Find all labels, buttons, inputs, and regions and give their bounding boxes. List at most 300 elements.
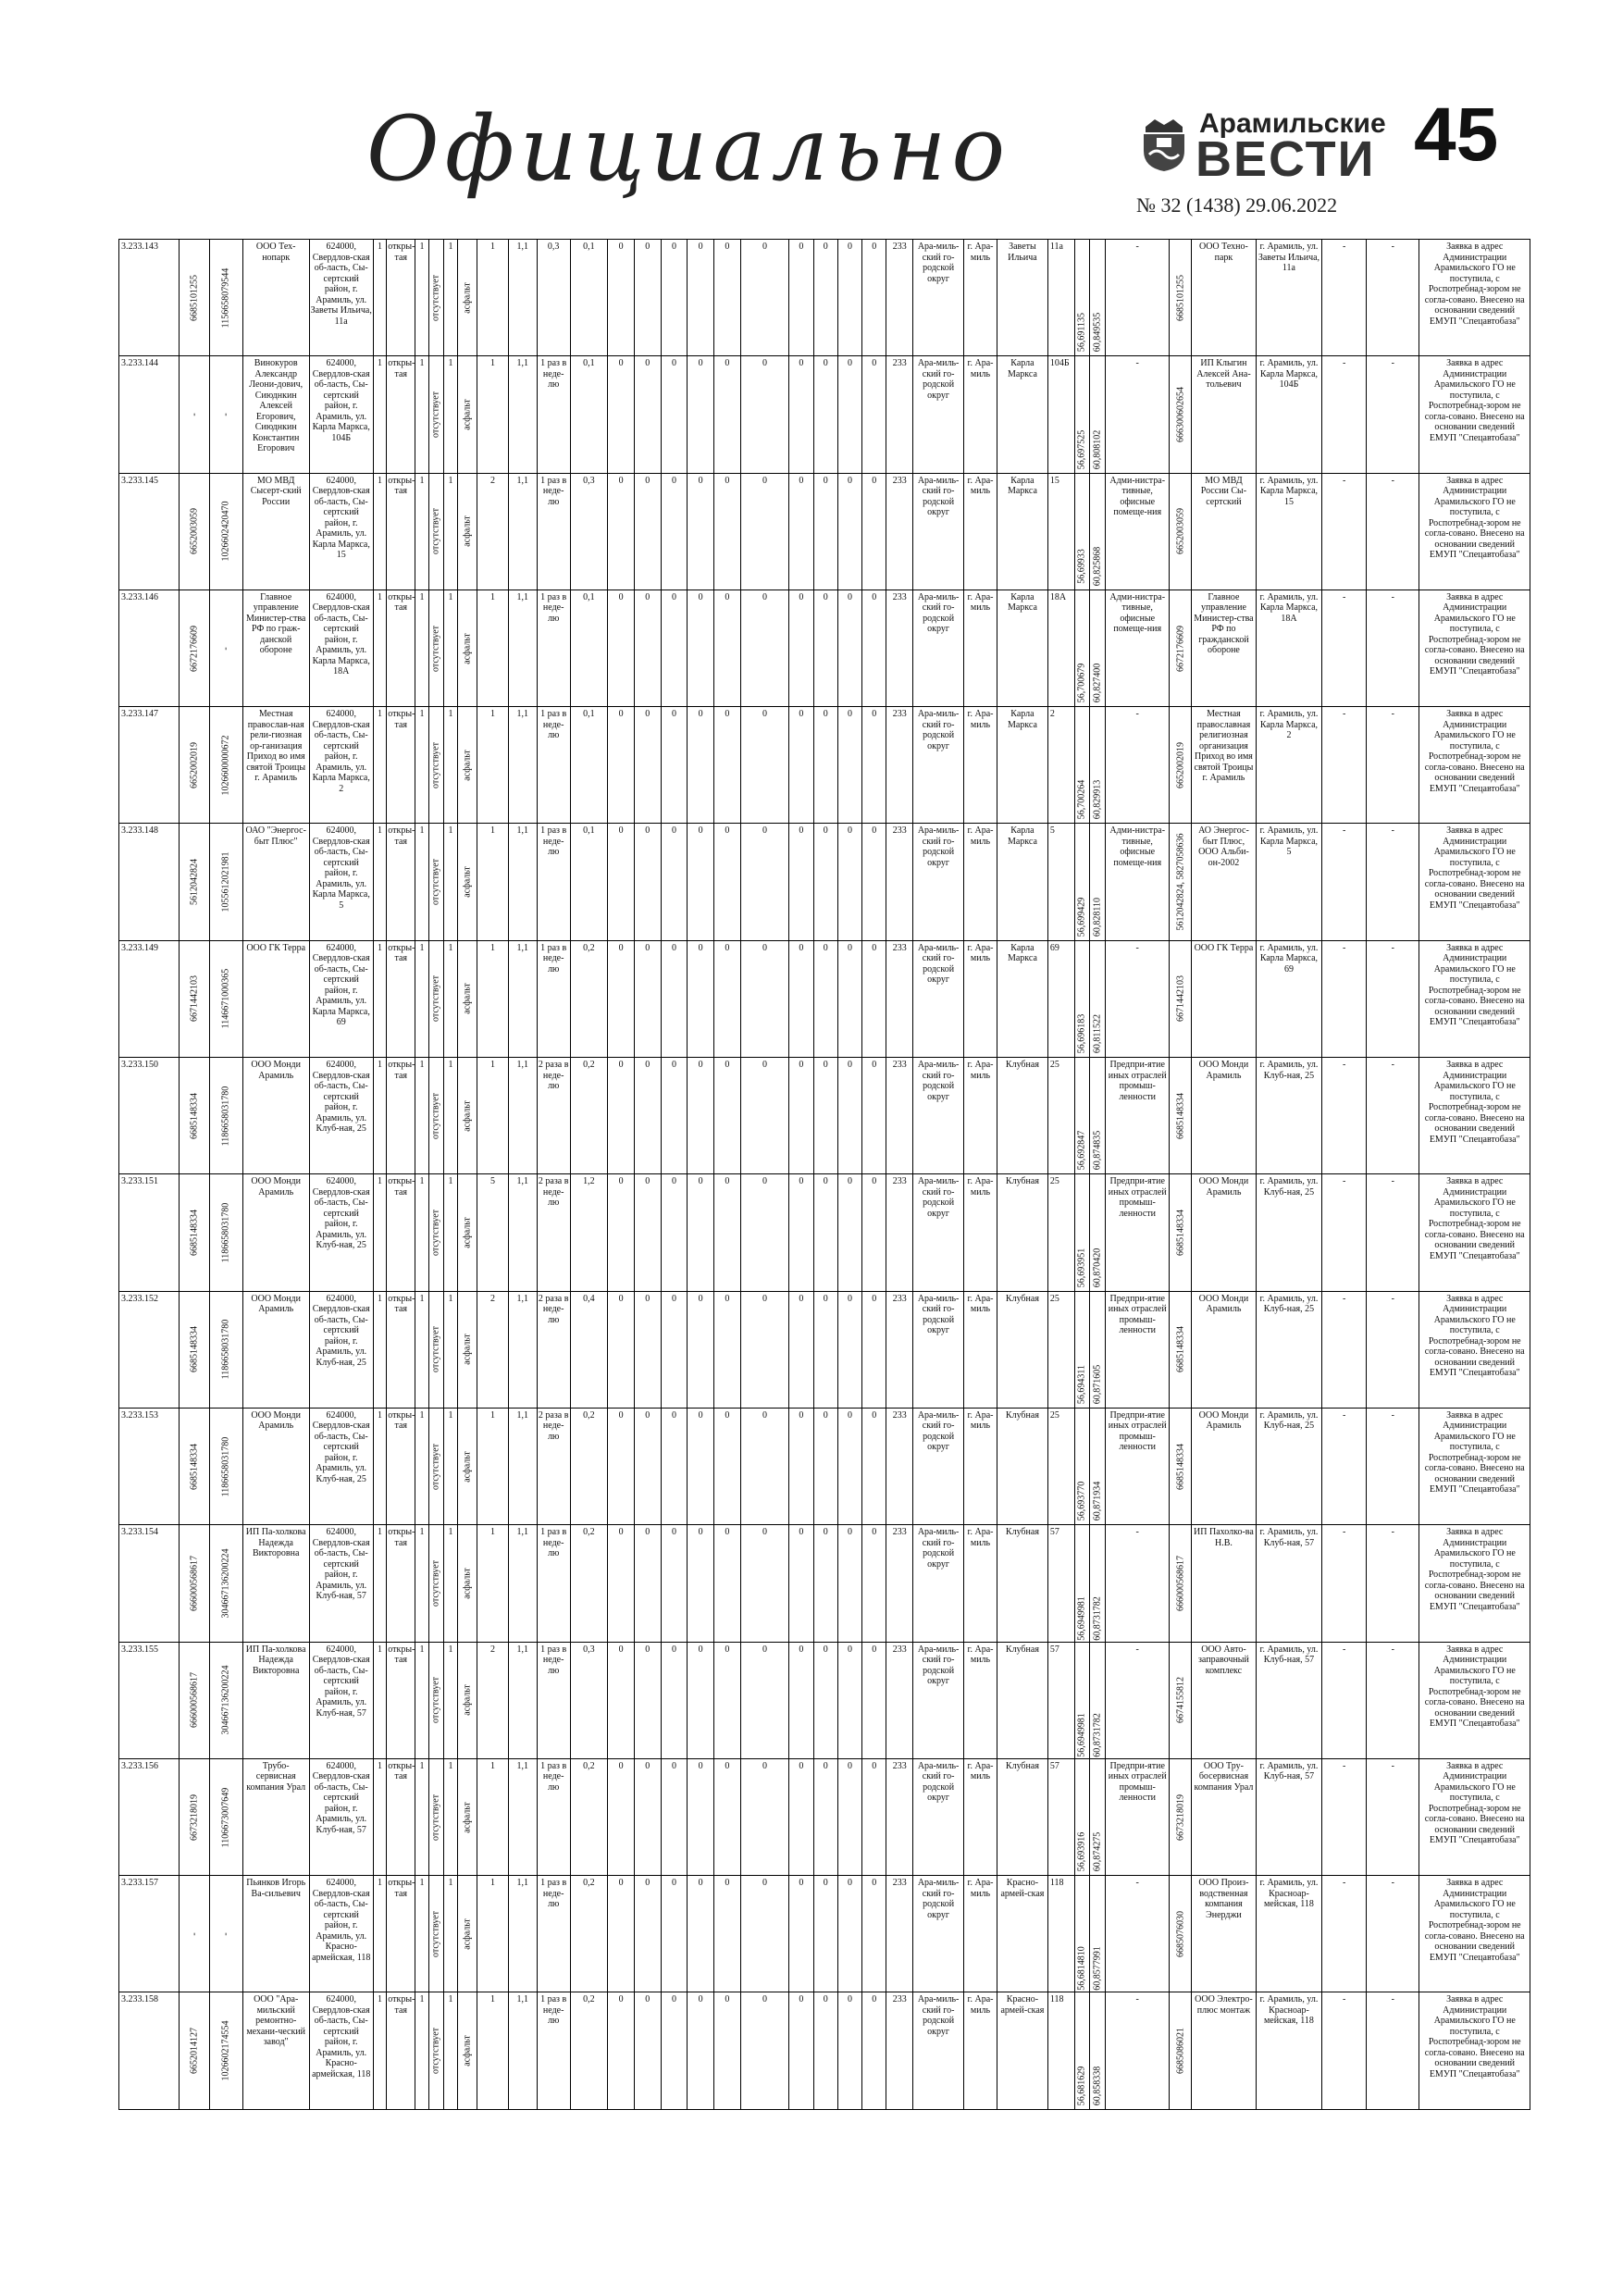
cell-d2: - [1367,1759,1419,1875]
cell-text: асфальт [462,1568,473,1599]
cell-src-addr: г. Арамиль, ул. Карла Маркса, 104Б [1257,356,1323,472]
cell-text: асфальт [462,1099,473,1132]
cell-c2: 1 [415,1759,428,1875]
cell-z5: 0 [741,707,790,823]
cell-cover: откры-тая [387,1759,415,1875]
cell-c1: 1 [374,356,387,472]
cell-note: Заявка в адрес Администрации Арамильского ГО не поступила, с Роспотребнад-зором не согла-совано. Внесено на основании сведений ЕМУП "Спецавтобаза" [1419,707,1530,823]
cell-z5: 0 [741,1759,790,1875]
cell-text: 6685148334 [1175,1443,1186,1490]
cell-text: асфальт [462,750,473,781]
cell-lat [1075,1292,1091,1408]
cell-z7: 0 [814,590,838,706]
cell-d2: - [1367,1409,1419,1524]
cell-city: г. Ара-миль [964,1292,997,1408]
cell-lat [1075,1992,1091,2108]
cell-c3: 1 [444,356,457,472]
cell-text: 6685101255 [189,274,199,321]
cell-city: г. Ара-миль [964,1643,997,1758]
cell-c1: 1 [374,1992,387,2108]
cell-street: Красно-армей-ская [997,1876,1048,1992]
cell-z3: 0 [688,474,714,590]
cell-absent [429,1174,445,1290]
cell-text: 56,700264 [1076,780,1087,820]
cell-src-name: ООО Произ-водственная компания Энерджи [1192,1876,1256,1992]
cell-lat [1075,1525,1091,1641]
cell-name: Главное управление Министер-ства РФ по граж-данской обороне [243,590,310,706]
cell-address: 624000, Свердлов-ская об-ласть, Сы-сертский район, г. Арамиль, ул. Клуб-ная, 57 [310,1759,374,1875]
cell-z1: 0 [635,1643,662,1758]
cell-src-addr: г. Арамиль, ул. Заветы Ильича, 11а [1257,240,1323,355]
cell-vol: 1,2 [571,1174,609,1290]
cell-cover: откры-тая [387,824,415,939]
cell-z6: 0 [789,1525,813,1641]
cell-z8: 0 [838,707,862,823]
cell-c2: 1 [415,240,428,355]
cell-absent [429,1525,445,1641]
cell-address: 624000, Свердлов-ская об-ласть, Сы-сертский район, г. Арамиль, ул. Клуб-ная, 25 [310,1292,374,1408]
cell-c5: 1,1 [509,474,538,590]
cell-z3: 0 [688,1058,714,1173]
cell-text: 60,811522 [1092,1013,1103,1054]
cell-street: Клубная [997,1759,1048,1875]
cell-d1: - [1322,707,1367,823]
cell-house: 15 [1048,474,1075,590]
cell-z9: 0 [862,356,886,472]
cell-okrug: Ара-миль-ский го-родской округ [913,941,964,1057]
cell-absent [429,1759,445,1875]
cell-lon [1090,356,1106,472]
cell-street: Карла Маркса [997,941,1048,1057]
cell-z1: 0 [635,590,662,706]
cell-z4: 0 [714,1292,741,1408]
cell-freq: 2 раза в неде-лю [538,1058,571,1173]
cell-address: 624000, Свердлов-ская об-ласть, Сы-сертский район, г. Арамиль, ул. Клуб-ная, 57 [310,1525,374,1641]
cell-street: Клубная [997,1292,1048,1408]
cell-house: 118 [1048,1876,1075,1992]
cell-id: 3.233.155 [119,1643,180,1758]
cell-lon [1090,1292,1106,1408]
cell-ogrn [210,356,243,472]
cell-ogrn [210,1058,243,1173]
cell-z0: 0 [608,1174,635,1290]
cell-c5: 1,1 [509,1525,538,1641]
cell-house: 57 [1048,1643,1075,1758]
cell-src-name: ООО Техно-парк [1192,240,1256,355]
cell-lat [1075,1643,1091,1758]
cell-cover: откры-тая [387,707,415,823]
cell-src-name: ООО Монди Арамиль [1192,1292,1256,1408]
cell-z0: 0 [608,1992,635,2108]
cell-purpose: - [1106,1876,1170,1992]
cell-okrug: Ара-миль-ский го-родской округ [913,1759,964,1875]
cell-z5: 0 [741,941,790,1057]
cell-name: ООО ГК Терра [243,941,310,1057]
cell-ogrn [210,590,243,706]
cell-ogrn [210,240,243,355]
cell-note: Заявка в адрес Администрации Арамильского ГО не поступила, с Роспотребнад-зором не согла-совано. Внесено на основании сведений ЕМУП "Спецавтобаза" [1419,590,1530,706]
cell-src-addr: г. Арамиль, ул. Карла Маркса, 69 [1257,941,1323,1057]
cell-text: 1186658031780 [220,1086,231,1147]
cell-text: 56,6949981 [1076,1595,1087,1641]
cell-z6: 0 [789,1759,813,1875]
cell-z7: 0 [814,707,838,823]
cell-text: 56,693916 [1076,1831,1087,1872]
cell-address: 624000, Свердлов-ская об-ласть, Сы-сертский район, г. Арамиль, ул. Карла Маркса, 69 [310,941,374,1057]
cell-d1: - [1322,474,1367,590]
cell-z0: 0 [608,474,635,590]
cell-city: г. Ара-миль [964,356,997,472]
cell-d1: - [1322,240,1367,355]
cell-src-inn [1170,1759,1192,1875]
cell-asphalt [458,707,478,823]
cell-c1: 1 [374,707,387,823]
cell-name: ООО "Ара-мильский ремонтно-механи-ческий завод" [243,1992,310,2108]
cell-lon [1090,941,1106,1057]
cell-c2: 1 [415,1876,428,1992]
cell-absent [429,1643,445,1758]
cell-c4: 1 [477,1759,508,1875]
cell-okato: 233 [886,590,913,706]
cell-absent [429,1058,445,1173]
cell-okrug: Ара-миль-ский го-родской округ [913,1876,964,1992]
cell-z4: 0 [714,1876,741,1992]
cell-z1: 0 [635,1525,662,1641]
cell-street: Карла Маркса [997,707,1048,823]
cell-text: отсутствует [430,975,441,1023]
cell-house: 104Б [1048,356,1075,472]
cell-lat [1075,1058,1091,1173]
cell-vol: 0,4 [571,1292,609,1408]
cell-d1: - [1322,1876,1367,1992]
cell-note: Заявка в адрес Администрации Арамильского ГО не поступила, с Роспотребнад-зором не согла-совано. Внесено на основании сведений ЕМУП "Спецавтобаза" [1419,1876,1530,1992]
cell-vol: 0,2 [571,1876,609,1992]
cell-text: 56,6949981 [1076,1713,1087,1757]
cell-src-addr: г. Арамиль, ул. Клуб-ная, 25 [1257,1292,1323,1408]
cell-ogrn [210,1876,243,1992]
cell-city: г. Ара-миль [964,1058,997,1173]
cell-z0: 0 [608,590,635,706]
cell-src-inn [1170,1292,1192,1408]
cell-c1: 1 [374,1292,387,1408]
cell-text: асфальт [462,1217,473,1248]
cell-id: 3.233.144 [119,356,180,472]
cell-freq: 1 раз в неде-лю [538,1992,571,2108]
cell-text: 6652002019 [189,741,199,788]
cell-z2: 0 [662,1525,688,1641]
cell-purpose: Предпри-ятие иных отраслей промыш-ленности [1106,1174,1170,1290]
cell-z4: 0 [714,1992,741,2108]
cell-ogrn [210,1759,243,1875]
cell-text: 60,858338 [1092,2066,1103,2105]
cell-lat [1075,941,1091,1057]
cell-src-addr: г. Арамиль, ул. Карла Маркса, 18А [1257,590,1323,706]
cell-c1: 1 [374,590,387,706]
cell-z2: 0 [662,356,688,472]
cell-vol: 0,2 [571,941,609,1057]
cell-z8: 0 [838,1876,862,1992]
cell-house: 69 [1048,941,1075,1057]
cell-z6: 0 [789,1058,813,1173]
cell-d2: - [1367,1525,1419,1641]
cell-c3: 1 [444,1058,457,1173]
cell-note: Заявка в адрес Администрации Арамильского ГО не поступила, с Роспотребнад-зором не согла-совано. Внесено на основании сведений ЕМУП "Спецавтобаза" [1419,1292,1530,1408]
cell-lat [1075,1174,1091,1290]
cell-text: отсутствует [430,859,441,906]
cell-text: 56,699429 [1076,897,1087,937]
cell-inn [180,1058,210,1173]
cell-z6: 0 [789,590,813,706]
cell-z4: 0 [714,356,741,472]
cell-z2: 0 [662,590,688,706]
cell-z2: 0 [662,707,688,823]
cell-text: 6685148334 [1175,1326,1186,1373]
cell-text: 6685148334 [189,1210,199,1257]
cell-asphalt [458,1876,478,1992]
cell-z8: 0 [838,941,862,1057]
cell-z5: 0 [741,590,790,706]
cell-z2: 0 [662,824,688,939]
cell-purpose: - [1106,1992,1170,2108]
cell-z2: 0 [662,1174,688,1290]
cell-lon [1090,240,1106,355]
cell-z9: 0 [862,590,886,706]
cell-ogrn [210,941,243,1057]
cell-note: Заявка в адрес Администрации Арамильского ГО не поступила, с Роспотребнад-зором не согла-совано. Внесено на основании сведений ЕМУП "Спецавтобаза" [1419,240,1530,355]
cell-z3: 0 [688,824,714,939]
cell-c1: 1 [374,941,387,1057]
cell-lon [1090,474,1106,590]
cell-freq: 2 раза в неде-лю [538,1292,571,1408]
cell-absent [429,824,445,939]
cell-z5: 0 [741,1292,790,1408]
cell-text: - [220,413,231,416]
cell-purpose: - [1106,941,1170,1057]
cell-c2: 1 [415,1643,428,1758]
cell-text: 666000568617 [189,1555,199,1611]
cell-z5: 0 [741,474,790,590]
cell-z9: 0 [862,1992,886,2108]
table-row [119,1292,1530,1409]
cell-z9: 0 [862,941,886,1057]
cell-okato: 233 [886,824,913,939]
cell-text: 6685148334 [1175,1210,1186,1257]
cell-src-inn [1170,590,1192,706]
city-emblem-icon [1136,114,1192,173]
cell-c4: 1 [477,1409,508,1524]
cell-vol: 0,3 [571,1643,609,1758]
cell-lon [1090,1643,1106,1758]
cell-asphalt [458,356,478,472]
cell-lat [1075,590,1091,706]
cell-c4: 1 [477,240,508,355]
cell-d2: - [1367,356,1419,472]
cell-lon [1090,1876,1106,1992]
cell-c4: 1 [477,1525,508,1641]
cell-absent [429,240,445,355]
cell-src-inn [1170,707,1192,823]
cell-z5: 0 [741,1525,790,1641]
cell-text: 56,69933 [1076,549,1087,584]
cell-address: 624000, Свердлов-ская об-ласть, Сы-сертский район, г. Арамиль, ул. Клуб-ная, 25 [310,1058,374,1173]
cell-text: 6685148334 [189,1326,199,1373]
cell-z5: 0 [741,1876,790,1992]
cell-text: отсутствует [430,741,441,788]
cell-name: МО МВД Сысерт-ский России [243,474,310,590]
table-row [119,1409,1530,1525]
cell-okrug: Ара-миль-ский го-родской округ [913,1058,964,1173]
cell-c1: 1 [374,1643,387,1758]
cell-c5: 1,1 [509,240,538,355]
cell-d1: - [1322,1525,1367,1641]
cell-z1: 0 [635,474,662,590]
cell-z8: 0 [838,590,862,706]
cell-purpose: - [1106,1525,1170,1641]
cell-text: 56,693770 [1076,1481,1087,1521]
table-row [119,1759,1530,1876]
cell-src-addr: г. Арамиль, ул. Клуб-ная, 57 [1257,1525,1323,1641]
cell-text: 6673218019 [189,1793,199,1841]
cell-text: отсутствует [430,508,441,555]
cell-name: ООО Монди Арамиль [243,1409,310,1524]
cell-address: 624000, Свердлов-ская об-ласть, Сы-сертский район, г. Арамиль, ул. Заветы Ильича, 11а [310,240,374,355]
cell-street: Карла Маркса [997,824,1048,939]
cell-ogrn [210,474,243,590]
cell-inn [180,1174,210,1290]
cell-asphalt [458,1525,478,1641]
cell-text: отсутствует [430,2028,441,2075]
cell-src-addr: г. Арамиль, ул. Карла Маркса, 2 [1257,707,1323,823]
cell-lat [1075,824,1091,939]
cell-src-addr: г. Арамиль, ул. Клуб-ная, 25 [1257,1409,1323,1524]
cell-c2: 1 [415,1058,428,1173]
cell-lon [1090,707,1106,823]
cell-note: Заявка в адрес Администрации Арамильского ГО не поступила, с Роспотребнад-зором не согла-совано. Внесено на основании сведений ЕМУП "Спецавтобаза" [1419,1174,1530,1290]
cell-src-inn [1170,1525,1192,1641]
cell-house: 25 [1048,1174,1075,1290]
cell-c5: 1,1 [509,590,538,706]
cell-z5: 0 [741,1058,790,1173]
cell-name: ООО Монди Арамиль [243,1174,310,1290]
cell-c4: 2 [477,1643,508,1758]
cell-name: ООО Тех-нопарк [243,240,310,355]
cell-text: асфальт [462,1918,473,1950]
cell-z0: 0 [608,240,635,355]
table-row [119,356,1530,473]
cell-z0: 0 [608,1643,635,1758]
cell-lon [1090,1525,1106,1641]
table-row [119,474,1530,590]
cell-text: отсутствует [430,625,441,672]
cell-c3: 1 [444,941,457,1057]
cell-house: 25 [1048,1409,1075,1524]
cell-text: асфальт [462,515,473,548]
cell-absent [429,1876,445,1992]
cell-cover: откры-тая [387,1876,415,1992]
cell-okato: 233 [886,356,913,472]
table-row [119,1058,1530,1174]
cell-text: 1186658031780 [220,1436,231,1496]
cell-z3: 0 [688,1992,714,2108]
cell-src-name: ИП Пахолко-ва Н.В. [1192,1525,1256,1641]
cell-cover: откры-тая [387,1292,415,1408]
cell-src-name: Главное управление Министер-ства РФ по гражданской обороне [1192,590,1256,706]
cell-asphalt [458,1643,478,1758]
cell-freq: 2 раза в неде-лю [538,1409,571,1524]
cell-z2: 0 [662,941,688,1057]
cell-purpose: Адми-нистра-тивные, офисные помеще-ния [1106,590,1170,706]
cell-z7: 0 [814,1409,838,1524]
cell-inn [180,707,210,823]
cell-c2: 1 [415,474,428,590]
cell-freq: 1 раз в неде-лю [538,1876,571,1992]
cell-text: 60,827400 [1092,663,1103,703]
cell-z6: 0 [789,1292,813,1408]
cell-inn [180,824,210,939]
cell-text: отсутствует [430,274,441,321]
cell-freq: 2 раза в неде-лю [538,1174,571,1290]
cell-purpose: - [1106,240,1170,355]
cell-lon [1090,1759,1106,1875]
cell-text: 666300602654 [1175,386,1186,442]
cell-z6: 0 [789,1409,813,1524]
cell-text: 6652002019 [1175,741,1186,788]
cell-text: отсутствует [430,1092,441,1139]
cell-text: 56,697525 [1076,429,1087,469]
cell-purpose: Адми-нистра-тивные, офисные помеще-ния [1106,824,1170,939]
cell-c5: 1,1 [509,1992,538,2108]
cell-z8: 0 [838,824,862,939]
cell-c4: 1 [477,1058,508,1173]
cell-src-inn [1170,1876,1192,1992]
cell-okrug: Ара-миль-ский го-родской округ [913,1643,964,1758]
cell-z1: 0 [635,941,662,1057]
cell-c4: 1 [477,941,508,1057]
cell-id: 3.233.143 [119,240,180,355]
cell-absent [429,1409,445,1524]
cell-asphalt [458,1174,478,1290]
cell-text: 6652014127 [189,2028,199,2075]
cell-z8: 0 [838,1643,862,1758]
cell-lon [1090,590,1106,706]
cell-lat [1075,707,1091,823]
cell-d2: - [1367,590,1419,706]
cell-text: асфальт [462,1684,473,1716]
cell-c3: 1 [444,240,457,355]
cell-text: 6672176609 [1175,625,1186,672]
cell-c2: 1 [415,941,428,1057]
cell-inn [180,1992,210,2108]
cell-okato: 233 [886,1174,913,1290]
cell-cover: откры-тая [387,1643,415,1758]
cell-c4: 2 [477,474,508,590]
logo-top-text: Арамильские [1199,108,1386,139]
cell-okrug: Ара-миль-ский го-родской округ [913,474,964,590]
cell-z7: 0 [814,1292,838,1408]
cell-c4: 1 [477,1876,508,1992]
cell-d1: - [1322,1643,1367,1758]
cell-z2: 0 [662,474,688,590]
cell-z5: 0 [741,1409,790,1524]
cell-z6: 0 [789,1876,813,1992]
cell-d2: - [1367,1058,1419,1173]
cell-text: 1146671000365 [220,969,231,1029]
table-row [119,1643,1530,1759]
cell-z8: 0 [838,1992,862,2108]
cell-lat [1075,356,1091,472]
cell-purpose: - [1106,356,1170,472]
cell-okato: 233 [886,1292,913,1408]
